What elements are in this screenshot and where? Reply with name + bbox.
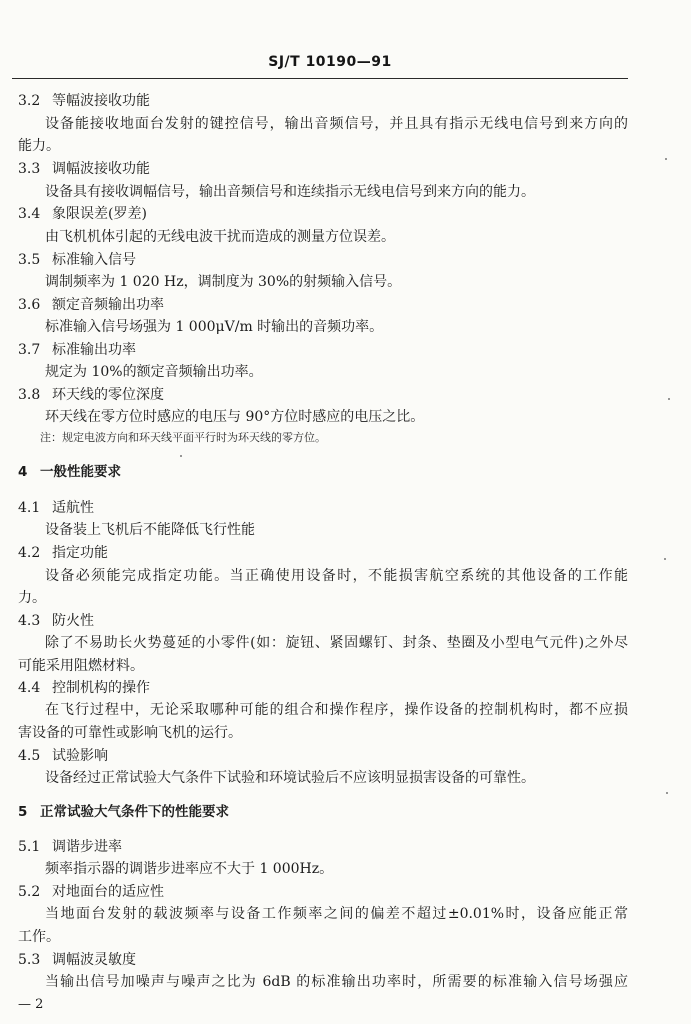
clause-number: 4.2	[18, 545, 41, 561]
clause-number: 3.4	[18, 206, 41, 222]
clause-4-3-body-line: 除了不易助长火势蔓延的小零件(如：旋钮、紧固螺钉、封条、垫圈及小型电气元件)之外尽	[45, 635, 628, 651]
clause-3-3-heading	[18, 159, 150, 179]
clause-3-2-body-line: 设备能接收地面台发射的键控信号，输出音频信号，并且具有指示无线电信号到来方向的	[45, 116, 628, 132]
scan-speck	[180, 455, 182, 457]
clause-3-6-body-line: 标准输入信号场强为 1 000μV/m 时输出的音频功率。	[45, 319, 384, 335]
clause-title: 适航性	[52, 500, 94, 516]
clause-3-4-heading	[18, 204, 147, 224]
clause-number: 5.3	[18, 952, 41, 968]
clause-number: 4.3	[18, 613, 41, 629]
clause-title: 标准输入信号	[52, 252, 136, 268]
clause-number: 3.3	[18, 161, 41, 177]
clause-5-2-heading	[18, 882, 164, 902]
clause-4-4-heading	[18, 678, 150, 698]
clause-5-1-heading	[18, 837, 122, 857]
clause-number: 3.6	[18, 297, 41, 313]
clause-number: 5.2	[18, 884, 41, 900]
clause-5-3-heading	[18, 950, 136, 970]
standard-code-header: SJ/T 10190—91	[268, 54, 392, 70]
clause-3-7-body-line: 规定为 10%的额定音频输出功率。	[45, 364, 263, 380]
clause-title: 对地面台的适应性	[52, 884, 164, 900]
clause-title: 环天线的零位深度	[52, 387, 164, 403]
clause-title: 控制机构的操作	[52, 680, 150, 696]
clause-title: 调幅波灵敏度	[52, 952, 136, 968]
clause-5-1-body-line: 频率指示器的调谐步进率应不大于 1 000Hz。	[45, 861, 334, 877]
scan-speck	[665, 158, 667, 160]
clause-3-5-heading	[18, 250, 136, 270]
clause-3-8-note: 注：规定电波方向和环天线平面平行时为环天线的零方位。	[40, 431, 326, 444]
clause-3-2-heading	[18, 91, 150, 111]
clause-number: 3.8	[18, 387, 41, 403]
clause-3-8-body-line: 环天线在零方位时感应的电压与 90°方位时感应的电压之比。	[45, 409, 425, 425]
clause-3-7-heading	[18, 340, 136, 360]
chapter-title: 一般性能要求	[40, 464, 121, 480]
chapter-number: 5	[18, 804, 28, 820]
clause-4-1-body-line: 设备装上飞机后不能降低飞行性能	[45, 522, 255, 538]
clause-4-2-body-line: 力。	[18, 590, 46, 606]
clause-4-2-body-line: 设备必须能完成指定功能。当正确使用设备时，不能损害航空系统的其他设备的工作能	[45, 568, 628, 584]
clause-4-5-heading	[18, 746, 108, 766]
header-rule	[12, 78, 628, 79]
scan-speck	[668, 398, 670, 400]
scan-speck	[664, 558, 666, 560]
clause-title: 等幅波接收功能	[52, 93, 150, 109]
clause-3-2-body-line: 能力。	[18, 138, 60, 154]
chapter-4-heading	[18, 462, 121, 482]
clause-3-8-heading	[18, 385, 164, 405]
clause-title: 防火性	[52, 613, 94, 629]
clause-title: 指定功能	[52, 545, 108, 561]
clause-title: 调幅波接收功能	[52, 161, 150, 177]
clause-number: 4.1	[18, 500, 41, 516]
clause-4-4-body-line: 害设备的可靠性或影响飞机的运行。	[18, 725, 242, 741]
clause-5-3-body-line: 当输出信号加噪声与噪声之比为 6dB 的标准输出功率时，所需要的标准输入信号场强应	[45, 974, 628, 990]
clause-number: 4.4	[18, 680, 41, 696]
chapter-5-heading	[18, 802, 229, 822]
clause-3-5-body-line: 调制频率为 1 020 Hz，调制度为 30%的射频输入信号。	[45, 274, 402, 290]
clause-title: 调谐步进率	[52, 839, 122, 855]
clause-4-3-body-line: 可能采用阻燃材料。	[18, 658, 144, 674]
clause-3-4-body-line: 由飞机机体引起的无线电波干扰而造成的测量方位误差。	[45, 229, 395, 245]
clause-3-3-body-line: 设备具有接收调幅信号，输出音频信号和连续指示无线电信号到来方向的能力。	[45, 184, 535, 200]
clause-4-1-heading	[18, 498, 94, 518]
clause-number: 3.2	[18, 93, 41, 109]
clause-title: 额定音频输出功率	[52, 297, 164, 313]
clause-5-2-body-line: 工作。	[18, 929, 60, 945]
clause-title: 象限误差(罗差)	[52, 206, 147, 222]
clause-4-3-heading	[18, 611, 94, 631]
scan-speck	[666, 792, 668, 794]
clause-4-5-body-line: 设备经过正常试验大气条件下试验和环境试验后不应该明显损害设备的可靠性。	[45, 770, 535, 786]
clause-number: 4.5	[18, 748, 41, 764]
clause-4-4-body-line: 在飞行过程中，无论采取哪种可能的组合和操作程序，操作设备的控制机构时，都不应损	[45, 702, 628, 718]
clause-3-6-heading	[18, 295, 164, 315]
clause-4-2-heading	[18, 543, 108, 563]
chapter-number: 4	[18, 464, 28, 480]
chapter-title: 正常试验大气条件下的性能要求	[40, 804, 229, 820]
clause-number: 3.7	[18, 342, 41, 358]
clause-number: 3.5	[18, 252, 41, 268]
page-number: — 2	[18, 997, 44, 1012]
clause-5-2-body-line: 当地面台发射的载波频率与设备工作频率之间的偏差不超过±0.01%时，设备应能正常	[45, 906, 628, 922]
clause-title: 标准输出功率	[52, 342, 136, 358]
clause-number: 5.1	[18, 839, 41, 855]
clause-title: 试验影响	[52, 748, 108, 764]
